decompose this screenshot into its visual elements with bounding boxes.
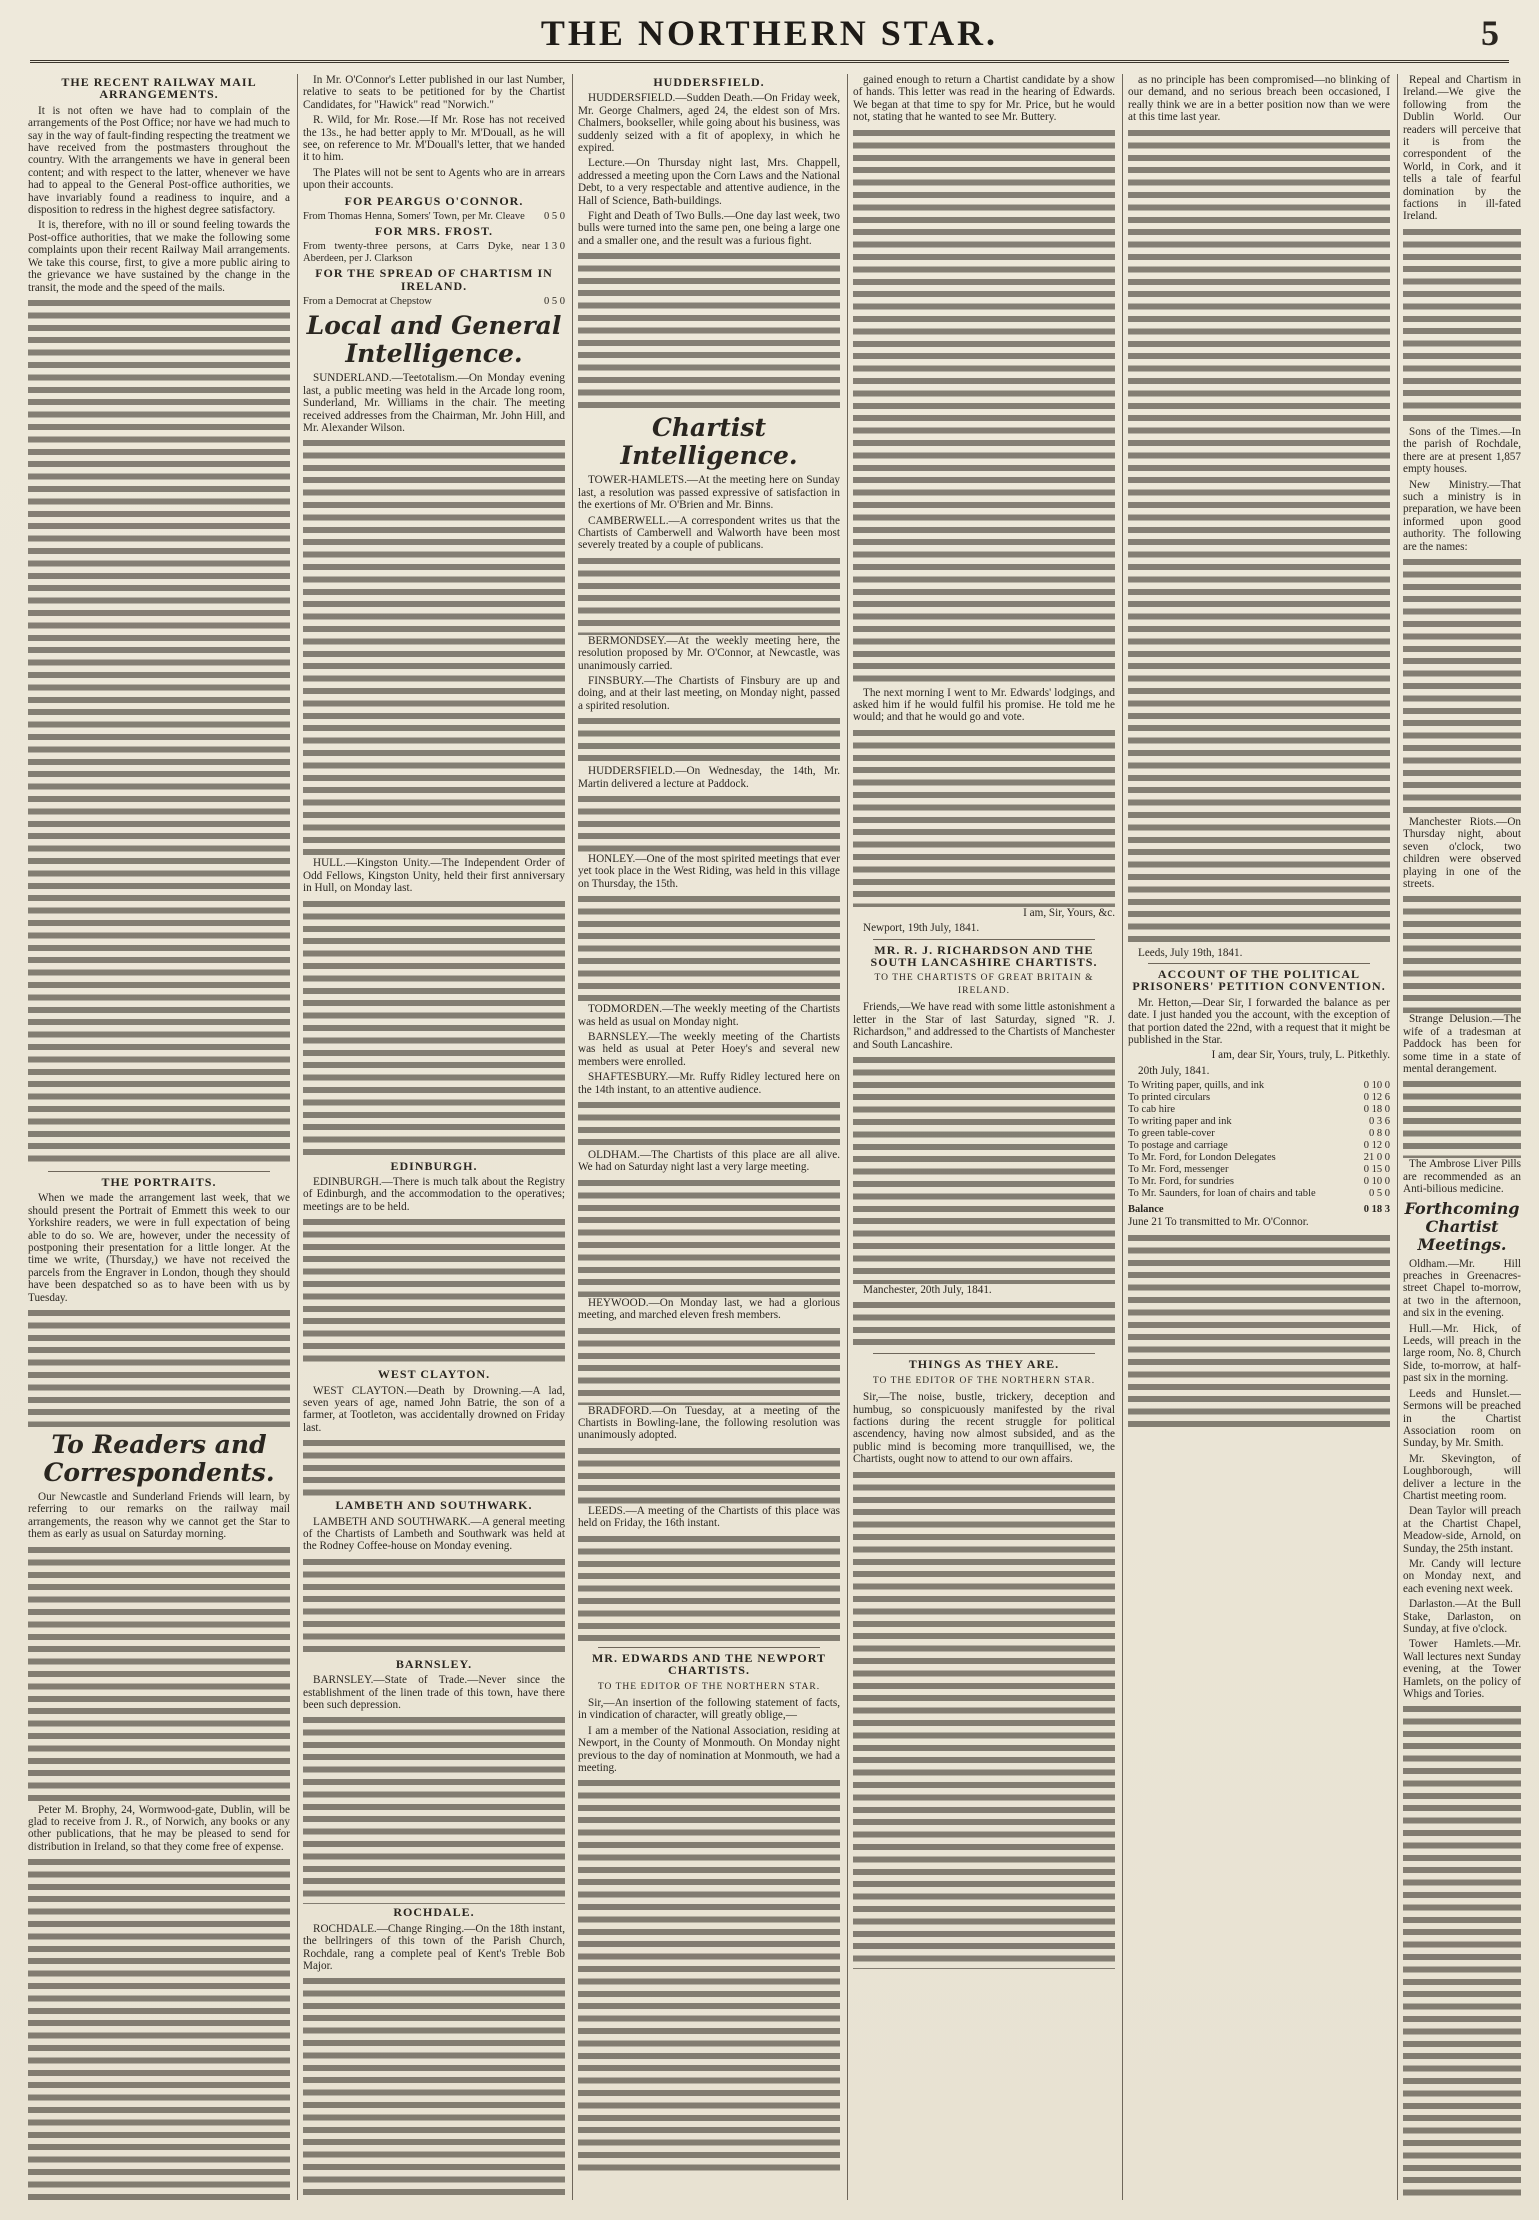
account-row-label: To Mr. Ford, messenger [1128,1164,1229,1176]
article-paragraph: Manchester Riots.—On Thursday night, about seven o'clock, two children were observed playing in one of the streets. [1403,815,1521,890]
article-paragraph: Darlaston.—At the Bull Stake, Darlaston, on Sunday, at five o'clock. [1403,1598,1521,1635]
account-row-label: To Writing paper, quills, and ink [1128,1080,1265,1092]
divider [1148,963,1370,964]
article-heading: BARNSLEY. [395,1656,473,1671]
text-block [28,1856,290,2200]
article-paragraph: Fight and Death of Two Bulls.—One day last week, two bulls were turned into the same pen, one being a large one and a smaller one, and the result was a furious fight. [578,210,840,247]
account-row-label: To green table-cover [1128,1128,1215,1140]
article-paragraph: WEST CLAYTON.—Death by Drowning.—A lad, seven years of age, named John Batrie, the son of a farmer, at Tootleton, was accidentally drowned on Friday last. [303,1384,565,1434]
article-paragraph: CAMBERWELL.—A correspondent writes us that the Chartists of Camberwell and Walworth have been most severely treated by a couple of publicans. [578,514,840,552]
article-paragraph: Repeal and Chartism in Ireland.—We give the following from the Dublin World. Our readers will perceive that it is from the correspondent of the World, in Cork, and it tells a tale of fearful domination by the factions in ill-fated Ireland. [1403,74,1521,223]
account-row [1128,1152,1390,1164]
article-paragraph: Mr. Candy will lecture on Monday next, and each evening next week. [1403,1557,1521,1595]
account-row-amount: 0 18 0 [1363,1104,1390,1116]
account-row-amount: 0 8 0 [1369,1128,1390,1140]
masthead [0,0,1539,70]
article-heading: THINGS AS THEY ARE. [908,1357,1060,1372]
text-block [303,1437,565,1497]
text-block [853,127,1115,687]
article-paragraph: HUDDERSFIELD.—Sudden Death.—On Friday week, Mr. George Chalmers, aged 24, the eldest son of Mrs. Chalmers, bookseller, while going about his business, was suddenly seized with a fit of apoplexy, in which he expired. [578,92,840,155]
text-block [578,893,840,1003]
text-block [303,1714,565,1904]
text-block [578,555,840,635]
column-divider [1397,74,1398,2200]
text-block [578,250,840,410]
text-block [303,1556,565,1656]
text-block [303,1216,565,1366]
text-block [28,1307,290,1427]
account-row-label: To Mr. Saunders, for loan of chairs and table [1128,1188,1316,1200]
article-heading: THE RECENT RAILWAY MAIL ARRANGEMENTS. [61,75,257,102]
article-paragraph: HONLEY.—One of the most spirited meetings that ever yet took place in the West Riding, was held in this village on Thursday, the 15th. [578,852,840,890]
article-paragraph: BRADFORD.—On Tuesday, at a meeting of the Chartists in Bowling-lane, the following resolution was unanimously adopted. [578,1404,840,1442]
newspaper-title: THE NORTHERN STAR. [540,13,999,53]
article-paragraph: It is, therefore, with no ill or sound feeling towards the Post-office authorities, that we make the following some complaints upon their recent Railway Mail arrangements. We take this course, first, to give a more public airing to the grievance we have sustained by the change in the transit, the mode and the speed of the mails. [28,219,290,294]
letter-address: TO THE EDITOR OF THE NORTHERN STAR. [597,1681,821,1692]
column-2 [303,74,565,2200]
article-heading: ACCOUNT OF THE POLITICAL PRISONERS' PETITION CONVENTION. [1132,967,1386,994]
column-6 [1403,74,1521,2200]
divider [598,1647,820,1648]
account-row-label: To printed circulars [1128,1092,1211,1104]
article-paragraph: TOWER-HAMLETS.—At the meeting here on Sunday last, a resolution was passed expressive of satisfaction in the exertions of Mr. O'Brien and Mr. Binns. [578,474,840,512]
text-block [1403,1703,1521,2200]
letter-address: TO THE CHARTISTS OF GREAT BRITAIN & IRELAND. [874,973,1094,996]
text-block [303,437,565,857]
text-block [853,1054,1115,1284]
article-paragraph: ROCHDALE.—Change Ringing.—On the 18th instant, the bellringers of this town of the Parish Church, Rochdale, rang a complete peal of Kent's Treble Bob Major. [303,1922,565,1973]
account-row-label: To postage and carriage [1128,1140,1228,1152]
article-paragraph: Lecture.—On Thursday night last, Mrs. Chappell, addressed a meeting upon the Corn Laws and the National Debt, to a very respectable and attentive audience, in the Hall of Science, Bath-buildings. [578,157,840,207]
article-paragraph: as no principle has been compromised—no blinking of our demand, and no serious breach been occasioned, I really think we are in a better position now than we were at this time last year. [1128,74,1390,124]
letter-address: TO THE EDITOR OF THE NORTHERN STAR. [872,1375,1096,1386]
account-row-amount: 0 15 0 [1363,1164,1390,1176]
dateline: Manchester, 20th July, 1841. [863,1283,992,1296]
article-paragraph: The Plates will not be sent to Agents who are in arrears upon their accounts. [303,166,565,192]
article-paragraph: In Mr. O'Connor's Letter published in our last Number, relative to seats to be petitioned for by the Chartist Candidates, for "Hawick" read "Norwich." [303,74,565,111]
text-block [303,1975,565,2200]
article-paragraph: R. Wild, for Mr. Rose.—If Mr. Rose has not received the 13s., he had better apply to Mr. M'Douall, as he will see, on reference to Mr. M'Douall's letter, that we handed it to him. [303,114,565,164]
account-row-amount: 0 10 0 [1363,1080,1390,1092]
article-paragraph: HULL.—Kingston Unity.—The Independent Order of Odd Fellows, Kingston Unity, held their first anniversary in Hull, on Monday last. [303,857,565,895]
article-paragraph: gained enough to return a Chartist candidate by a show of hands. This letter was read in the hearing of Edwards. We began at that time to spy for Mr. Price, but he would not, stating that he wanted to see Mr. Buttery. [853,74,1115,124]
page-number: 5 [1481,13,1499,53]
fund-label: From Thomas Henna, Somers' Town, per Mr. Cleave [303,211,525,223]
dateline: Newport, 19th July, 1841. [863,922,980,935]
divider [48,1171,270,1172]
account-row [1128,1080,1390,1092]
account-row [1128,1176,1390,1188]
account-row-amount: 0 5 0 [1369,1188,1390,1200]
article-heading: EDINBURGH. [390,1158,478,1173]
text-block [578,1777,840,2177]
divider [873,939,1095,940]
text-block [28,297,290,1167]
column-divider [1122,74,1123,2200]
text-block [853,1469,1115,1969]
article-paragraph: Mr. Hetton,—Dear Sir, I forwarded the balance as per date. I just handed you the account, with the exception of that portion dated the 22nd, with a request that it might be published in the Star. [1128,996,1390,1047]
article-paragraph: Oldham.—Mr. Hill preaches in Greenacres-street Chapel to-morrow, at two in the afternoon, and six in the evening. [1403,1257,1521,1320]
column-divider [847,74,848,2200]
account-row-amount: 21 0 0 [1363,1152,1390,1164]
article-paragraph: Our Newcastle and Sunderland Friends will learn, by referring to our remarks on the railway mail arrangements, the reason why we cannot get the Star to them as early as usual on Saturday morning. [28,1490,290,1541]
article-paragraph: HUDDERSFIELD.—On Wednesday, the 14th, Mr. Martin delivered a lecture at Paddock. [578,765,840,790]
article-paragraph: SUNDERLAND.—Teetotalism.—On Monday evening last, a public meeting was held in the Arcade long room, Sunderland, Mr. Williams in the chair. The meeting received addresses from the Chairman, Mr. John Hill, and Mr. Alexander Wilson. [303,372,565,434]
article-paragraph: Mr. Skevington, of Loughborough, will deliver a lecture in the Chartist meeting room. [1403,1452,1521,1502]
dateline: 20th July, 1841. [1138,1064,1210,1077]
article-paragraph: BARNSLEY.—State of Trade.—Never since the establishment of the linen trade of this town, have there been such depression. [303,1674,565,1712]
article-paragraph: The next morning I went to Mr. Edwards' lodgings, and asked him if he would fulfil his promise. He told me he would; and that he would go and vote. [853,686,1115,724]
article-paragraph: Sir,—An insertion of the following statement of facts, in vindication of character, will greatly oblige,— [578,1696,840,1722]
dateline: Leeds, July 19th, 1841. [1138,946,1243,959]
account-footer: June 21 To transmitted to Mr. O'Connor. [1128,1216,1309,1229]
account-row-label: To writing paper and ink [1128,1116,1232,1128]
masthead-rule [30,60,1509,63]
account-row-label: To Mr. Ford, for London Delegates [1128,1152,1276,1164]
text-block [578,1177,840,1297]
article-heading: LAMBETH AND SOUTHWARK. [335,1498,533,1513]
article-paragraph: Tower Hamlets.—Mr. Wall lectures next Sunday evening, at the Tower Hamlets, on the policy of Whigs and Tories. [1403,1638,1521,1701]
account-row [1128,1188,1390,1200]
article-paragraph: HEYWOOD.—On Monday last, we had a glorious meeting, and marched eleven fresh members. [578,1296,840,1322]
account-row-amount: 0 3 6 [1369,1116,1390,1128]
account-row-label: To Mr. Ford, for sundries [1128,1176,1235,1188]
account-row [1128,1140,1390,1152]
account-balance-label: Balance [1128,1204,1164,1216]
signature: I am, Sir, Yours, &c. [1023,906,1115,919]
fund-heading: FOR PEARGUS O'CONNOR. [344,193,524,208]
section-heading: Chartist Intelligence. [620,413,798,471]
article-paragraph: New Ministry.—That such a ministry is in preparation, we have been informed upon good authority. The following are the names: [1403,478,1521,553]
text-block [578,1533,840,1643]
article-paragraph: BARNSLEY.—The weekly meeting of the Chartists was held as usual at Peter Hoey's and several new members were enrolled. [578,1031,840,1068]
account-row-amount: 0 12 6 [1363,1092,1390,1104]
column-divider [572,74,573,2200]
text-block [1128,1232,1390,1432]
account-row [1128,1128,1390,1140]
article-paragraph: Friends,—We have read with some little astonishment a letter in the Star of last Saturday, signed "R. J. Richardson," and addressed to the Chartists of Manchester and South Lancashire. [853,1001,1115,1051]
text-block [578,1445,840,1505]
account-row-label: To cab hire [1128,1104,1176,1116]
fund-heading: FOR MRS. FROST. [374,224,494,239]
article-heading: ROCHDALE. [393,1905,475,1920]
text-block [853,1299,1115,1349]
text-block [578,1325,840,1405]
text-block [578,1099,840,1149]
section-heading: Forthcoming Chartist Meetings. [1404,1198,1520,1254]
article-paragraph: EDINBURGH.—There is much talk about the Registry of Edinburgh, and the accommodation to the operatives; meetings are to be held. [303,1175,565,1213]
article-paragraph: Leeds and Hunslet.—Sermons will be preached in the Chartist Association room on Sunday, by Mr. Smith. [1403,1387,1521,1450]
fund-row [303,211,565,223]
article-paragraph: The Ambrose Liver Pills are recommended as an Anti-bilious medicine. [1403,1158,1521,1196]
fund-label: From a Democrat at Chepstow [303,296,432,308]
signature: I am, dear Sir, Yours, truly, L. Pitkethly. [1211,1049,1390,1062]
article-paragraph: It is not often we have had to complain of the arrangements of the Post Office; nor have we had much to say in the way of fault-finding respecting the treatment we have received from the postmasters throughout the country. With the arrangements we have in general been content; and with respect to the latter, whenever we have had to appeal to the General Post-office authorities, we have invariably found a readiness to inquire, and a disposition to redress in the highest degree satisfactory. [28,104,290,217]
fund-amount: 0 5 0 [544,211,565,223]
article-paragraph: Strange Delusion.—The wife of a tradesman at Paddock has been for some time in a state of mental derangement. [1403,1013,1521,1075]
text-block [1128,127,1390,947]
text-block [303,898,565,1158]
account-row [1128,1092,1390,1104]
account-row-amount: 0 10 0 [1363,1176,1390,1188]
account-row [1128,1164,1390,1176]
article-paragraph: Hull.—Mr. Hick, of Leeds, will preach in the large room, No. 8, Church Side, to-morrow, at half-past six in the morning. [1403,1322,1521,1385]
article-heading: MR. R. J. RICHARDSON AND THE SOUTH LANCASHIRE CHARTISTS. [870,942,1098,970]
article-paragraph: When we made the arrangement last week, that we should present the Portrait of Emmett this week to our Yorkshire readers, we were in full expectation of being able to do so. We are, however, under the necessity of postponing their presentation for a little longer. At the time we write, (Thursday,) we have not received the parcels from the Engraver in London, though they should have been despatched so as to have been with us by Tuesday. [28,1192,290,1304]
text-block [1403,1078,1521,1158]
fund-heading: FOR THE SPREAD OF CHARTISM IN IRELAND. [315,266,553,293]
column-divider [297,74,298,2200]
column-1 [28,74,290,2200]
article-paragraph: LEEDS.—A meeting of the Chartists of this place was held on Friday, the 16th instant. [578,1504,840,1530]
account-balance-row [1128,1204,1390,1216]
account-row [1128,1116,1390,1128]
article-paragraph: LAMBETH AND SOUTHWARK.—A general meeting of the Chartists of Lambeth and Southwark was held at the Rodney Coffee-house on Monday evening. [303,1515,565,1553]
article-paragraph: SHAFTESBURY.—Mr. Ruffy Ridley lectured here on the 14th instant, to an attentive audience. [578,1071,840,1096]
text-block [1403,556,1521,816]
article-heading: WEST CLAYTON. [377,1367,491,1382]
text-block [853,727,1115,907]
section-heading: To Readers and Correspondents. [43,1429,275,1487]
article-paragraph: OLDHAM.—The Chartists of this place are all alive. We had on Saturday night last a very large meeting. [578,1149,840,1174]
article-paragraph: Peter M. Brophy, 24, Wormwood-gate, Dublin, will be glad to receive from J. R., of Norwich, any books or any other publications, that he may be pleased to send for distribution in Ireland, so that they come free of expense. [28,1803,290,1853]
article-paragraph: FINSBURY.—The Chartists of Finsbury are up and doing, and at their last meeting, on Monday night, passed a spirited resolution. [578,674,840,712]
article-heading: HUDDERSFIELD. [653,75,765,89]
fund-row [303,296,565,308]
text-block [578,715,840,765]
article-paragraph: TODMORDEN.—The weekly meeting of the Chartists was held as usual on Monday night. [578,1003,840,1028]
article-paragraph: Sir,—The noise, bustle, trickery, deception and humbug, so conspicuously manifested by the rival factions during the recent struggle for political ascendency, having now almost subsided, and as the public mind is becoming more tranquillised, we, the Chartists, ought now to attend to our own affairs. [853,1391,1115,1466]
column-3 [578,74,840,2200]
column-5 [1128,74,1390,2200]
fund-row [303,241,565,265]
fund-amount: 0 5 0 [544,296,565,308]
account-table [1128,1080,1390,1200]
column-4 [853,74,1115,2200]
account-row-amount: 0 12 0 [1363,1140,1390,1152]
article-paragraph: Sons of the Times.—In the parish of Rochdale, there are at present 1,857 empty houses. [1403,425,1521,476]
text-block [1403,226,1521,426]
account-row [1128,1104,1390,1116]
article-paragraph: BERMONDSEY.—At the weekly meeting here, the resolution proposed by Mr. O'Connor, at Newcastle, was unanimously carried. [578,634,840,672]
text-block [1403,893,1521,1013]
fund-label: From twenty-three persons, at Carrs Dyke, near Aberdeen, per J. Clarkson [303,241,540,265]
article-heading: MR. EDWARDS AND THE NEWPORT CHARTISTS. [591,1650,827,1678]
article-paragraph: Dean Taylor will preach at the Chartist Chapel, Meadow-side, Arnold, on Sunday, the 25th instant. [1403,1505,1521,1555]
article-paragraph: I am a member of the National Association, residing at Newport, in the County of Monmouth. On Monday night previous to the day of nomination at Monmouth, we had a meeting. [578,1724,840,1774]
article-heading: THE PORTRAITS. [101,1174,217,1189]
fund-amount: 1 3 0 [544,241,565,253]
divider [873,1353,1095,1354]
account-balance-amount: 0 18 3 [1363,1204,1390,1216]
section-heading: Local and General Intelligence. [306,311,562,369]
text-block [28,1544,290,1804]
text-block [578,793,840,853]
